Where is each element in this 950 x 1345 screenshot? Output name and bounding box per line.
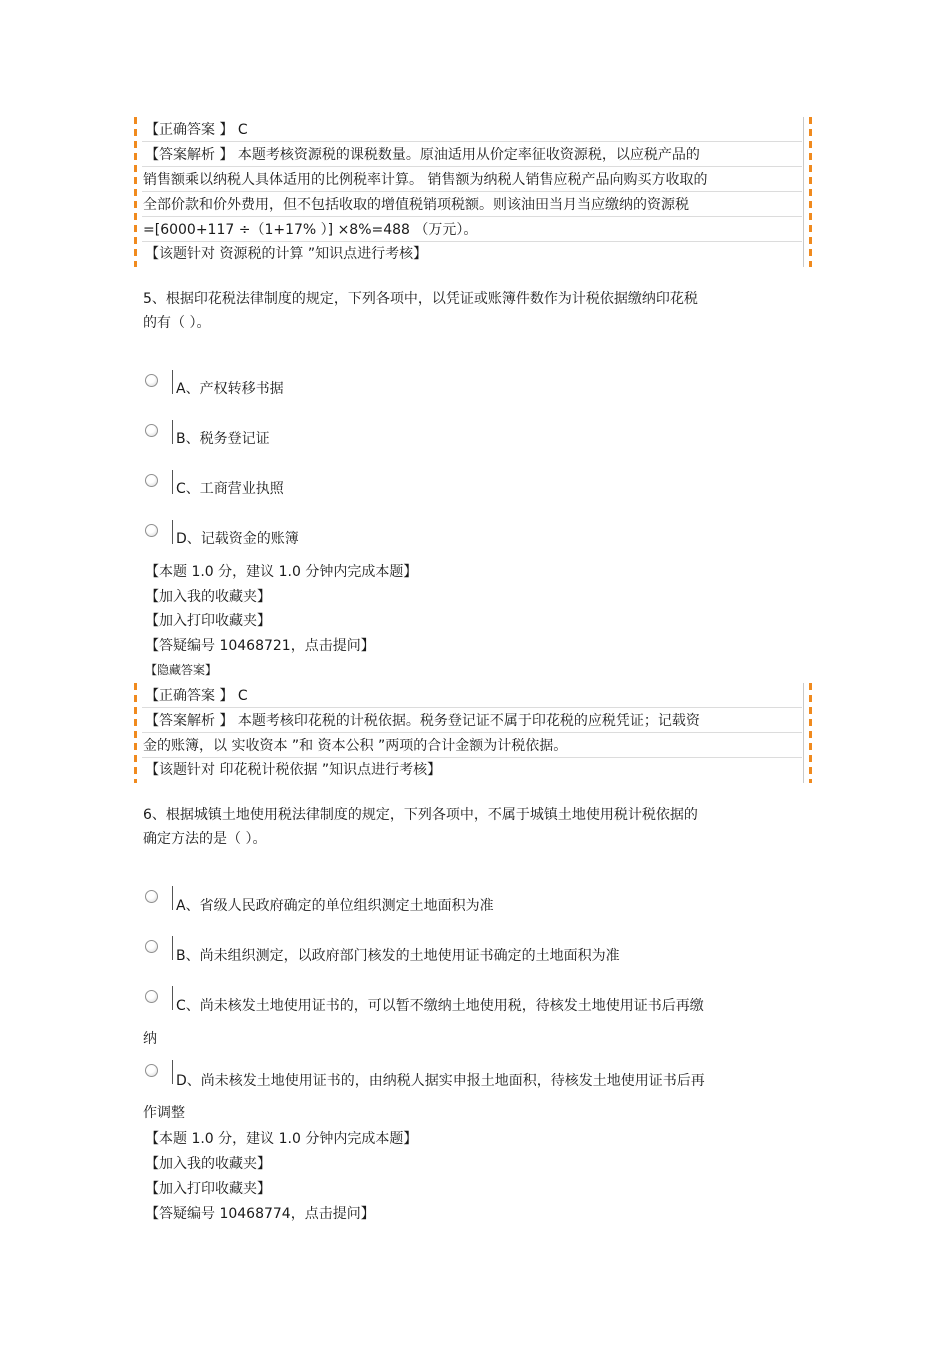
q4-analysis-line: =[6000+117 ÷（1+17% ）] ×8%=488 （万元）。 (143, 222, 478, 238)
q6-option-a[interactable]: A、省级人民政府确定的单位组织测定土地面积为准 (176, 898, 494, 914)
option-separator (172, 1060, 173, 1084)
q6-option-d-continued[interactable]: 作调整 (143, 1105, 185, 1121)
answer-box-right-border (809, 683, 812, 783)
q6-add-print-favorites-link[interactable]: 【加入打印收藏夹】 (145, 1181, 271, 1197)
q5-correct-answer: 【正确答案 】 C (145, 688, 248, 704)
q6-stem-line: 确定方法的是（ ）。 (143, 831, 267, 847)
q5-option-c-radio[interactable] (145, 474, 158, 487)
answer-box-left-border (134, 117, 137, 267)
option-separator (172, 420, 173, 444)
q6-option-c[interactable]: C、尚未核发土地使用证书的，可以暂不缴纳土地使用税，待核发土地使用证书后再缴 (176, 998, 704, 1014)
q5-knowledge-point: 【该题针对 印花税计税依据 ”知识点进行考核】 (145, 762, 442, 778)
q5-score-info: 【本题 1.0 分，建议 1.0 分钟内完成本题】 (145, 564, 418, 580)
q6-option-c-radio[interactable] (145, 990, 158, 1003)
answer-box-left-border (134, 683, 137, 783)
option-separator (172, 520, 173, 544)
q5-option-a-radio[interactable] (145, 374, 158, 387)
q4-analysis-line: 全部价款和价外费用，但不包括收取的增值税销项税额。则该油田当月当应缴纳的资源税 (143, 197, 689, 213)
q5-option-d-radio[interactable] (145, 524, 158, 537)
q5-analysis-line: 金的账簿，以 实收资本 ”和 资本公积 ”两项的合计金额为计税依据。 (143, 738, 568, 754)
option-separator (172, 936, 173, 960)
answer-box-right-border (809, 117, 812, 267)
q5-hide-answer-link[interactable]: 【隐藏答案】 (145, 663, 218, 677)
q4-knowledge-point: 【该题针对 资源税的计算 ”知识点进行考核】 (145, 246, 428, 262)
q5-stem-line: 的有（ ）。 (143, 315, 211, 331)
q5-option-b-radio[interactable] (145, 424, 158, 437)
q6-option-b[interactable]: B、尚未组织测定，以政府部门核发的土地使用证书确定的土地面积为准 (176, 948, 620, 964)
q6-option-a-radio[interactable] (145, 890, 158, 903)
option-separator (172, 886, 173, 910)
q6-option-b-radio[interactable] (145, 940, 158, 953)
q5-analysis-line: 【答案解析 】 本题考核印花税的计税依据。税务登记证不属于印花税的应税凭证；记载资 (145, 713, 700, 729)
answer-box-right-line (803, 117, 804, 267)
q6-question-id-link[interactable]: 【答疑编号 10468774，点击提问】 (145, 1206, 375, 1222)
q4-correct-answer: 【正确答案 】 C (145, 122, 248, 138)
option-separator (172, 986, 173, 1010)
answer-box-right-line (803, 683, 804, 783)
q6-add-favorites-link[interactable]: 【加入我的收藏夹】 (145, 1156, 271, 1172)
q4-analysis-line: 销售额乘以纳税人具体适用的比例税率计算。 销售额为纳税人销售应税产品向购买方收取的 (143, 172, 708, 188)
q4-analysis-line: 【答案解析 】 本题考核资源税的课税数量。原油适用从价定率征收资源税，以应税产品的 (145, 147, 700, 163)
q5-stem-line: 5、根据印花税法律制度的规定，下列各项中，以凭证或账簿件数作为计税依据缴纳印花税 (143, 291, 698, 307)
q6-option-c-continued[interactable]: 纳 (143, 1031, 157, 1047)
q5-add-print-favorites-link[interactable]: 【加入打印收藏夹】 (145, 613, 271, 629)
q6-score-info: 【本题 1.0 分，建议 1.0 分钟内完成本题】 (145, 1131, 418, 1147)
q5-option-a[interactable]: A、产权转移书据 (176, 381, 284, 397)
option-separator (172, 370, 173, 394)
q5-option-d[interactable]: D、记载资金的账簿 (176, 531, 299, 547)
q5-add-favorites-link[interactable]: 【加入我的收藏夹】 (145, 589, 271, 605)
option-separator (172, 470, 173, 494)
q6-option-d-radio[interactable] (145, 1064, 158, 1077)
q6-stem-line: 6、根据城镇土地使用税法律制度的规定，下列各项中，不属于城镇土地使用税计税依据的 (143, 807, 698, 823)
q5-question-id-link[interactable]: 【答疑编号 10468721，点击提问】 (145, 638, 375, 654)
q5-option-b[interactable]: B、税务登记证 (176, 431, 270, 447)
q6-option-d[interactable]: D、尚未核发土地使用证书的，由纳税人据实申报土地面积，待核发土地使用证书后再 (176, 1073, 705, 1089)
q5-option-c[interactable]: C、工商营业执照 (176, 481, 284, 497)
